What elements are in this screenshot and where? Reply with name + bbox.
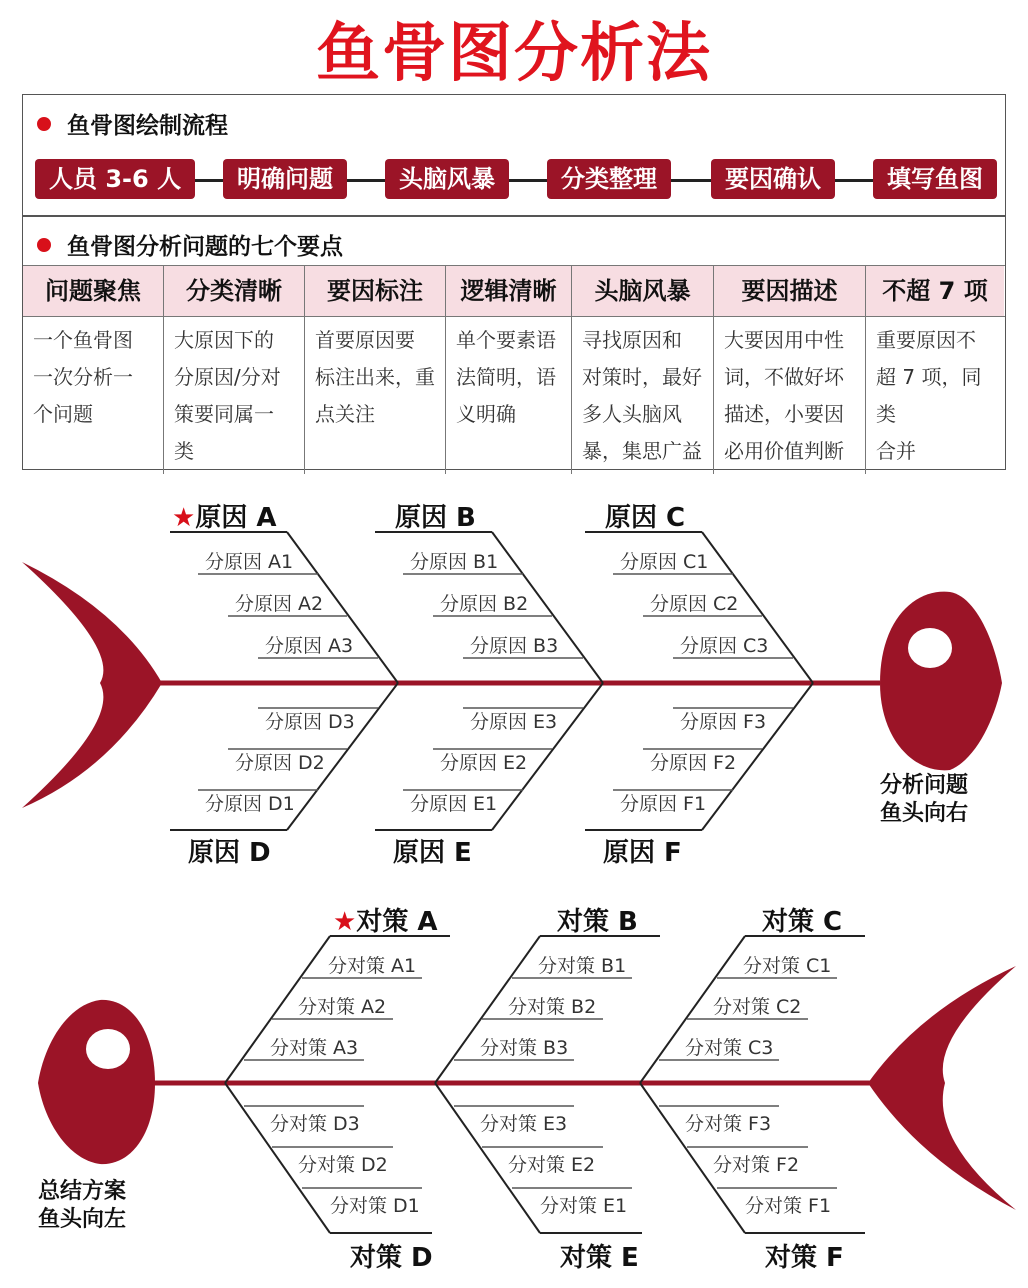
solution-label-f: 对策 F: [765, 1243, 844, 1273]
points-heading-text: 鱼骨图分析问题的七个要点: [67, 234, 343, 260]
sub-solution-label: 分对策 B2: [508, 996, 597, 1018]
process-step-6: 填写鱼图: [873, 159, 997, 199]
sub-solution-label: 分对策 A3: [270, 1037, 359, 1059]
points-body-cell: 寻找原因和 对策时，最好 多人头脑风 暴，集思广益: [572, 316, 714, 474]
fish-eye-icon: [908, 628, 952, 668]
sub-solution-label: 分对策 C2: [713, 996, 802, 1018]
sub-solution-label: 分对策 D2: [298, 1154, 388, 1176]
fish-eye-icon: [86, 1029, 130, 1069]
sub-solution-label: 分对策 A2: [298, 996, 387, 1018]
section-divider: [23, 215, 1005, 217]
sub-cause-label: 分原因 F3: [680, 711, 767, 733]
sub-cause-label: 分原因 F2: [650, 752, 737, 774]
bullet-dot-icon: [37, 117, 51, 131]
solution-label-a: ★对策 A: [333, 907, 438, 937]
fish-tail-icon: [22, 562, 162, 808]
sub-cause-label: 分原因 A3: [265, 635, 354, 657]
sub-cause-label: 分原因 C2: [650, 593, 739, 615]
sub-cause-label: 分原因 E3: [470, 711, 558, 733]
sub-solution-label: 分对策 E2: [508, 1154, 596, 1176]
fish-head-icon: [38, 1000, 155, 1164]
fish-tail-icon: [868, 966, 1016, 1210]
sub-solution-label: 分对策 F3: [685, 1113, 772, 1135]
cause-bone-b: [375, 503, 603, 683]
sub-cause-label: 分原因 D3: [265, 711, 355, 733]
solution-bone-d: [225, 1083, 433, 1273]
sub-cause-label: 分原因 D2: [235, 752, 325, 774]
cause-label-f: 原因 F: [603, 838, 682, 868]
solution-bone-b: [435, 906, 660, 1083]
process-step-1: 人员 3-6 人: [35, 159, 195, 199]
sub-cause-label: 分原因 C3: [680, 635, 769, 657]
solution-bone-f: [640, 1083, 865, 1273]
sub-cause-label: 分原因 A1: [205, 551, 294, 573]
sub-solution-label: 分对策 B1: [538, 955, 627, 977]
solution-fishbone-diagram: [0, 880, 1028, 1280]
points-header-cell: 不超 7 项: [866, 266, 1004, 316]
cause-fishbone-diagram: [0, 470, 1028, 870]
points-header-cell: 分类清晰: [164, 266, 305, 316]
solution-bone-a: [225, 906, 450, 1083]
points-body-cell: 一个鱼骨图 一次分析一 个问题: [23, 316, 164, 474]
sub-solution-label: 分对策 A1: [328, 955, 417, 977]
process-step-2: 明确问题: [223, 159, 347, 199]
points-heading: [37, 228, 343, 261]
process-step-5: 要因确认: [711, 159, 835, 199]
sub-solution-label: 分对策 C1: [743, 955, 832, 977]
process-heading: [37, 107, 228, 140]
sub-solution-label: 分对策 E1: [540, 1195, 628, 1217]
cause-label-d: 原因 D: [188, 838, 271, 868]
sub-solution-label: 分对策 E3: [480, 1113, 568, 1135]
sub-solution-label: 分对策 B3: [480, 1037, 569, 1059]
cause-bone-c: [585, 503, 813, 683]
cause-bone-d: [170, 683, 398, 868]
star-icon: ★: [333, 907, 357, 937]
fish-head-icon: [880, 592, 1002, 771]
head-note-line-2: 鱼头向右: [880, 801, 969, 826]
sub-cause-label: 分原因 F1: [620, 793, 707, 815]
sub-solution-label: 分对策 F1: [745, 1195, 832, 1217]
points-header-cell: 要因描述: [714, 266, 866, 316]
bullet-dot-icon: [37, 238, 51, 252]
process-heading-text: 鱼骨图绘制流程: [67, 113, 228, 139]
points-header-cell: 逻辑清晰: [446, 266, 572, 316]
sub-solution-label: 分对策 D3: [270, 1113, 360, 1135]
points-header-row: [23, 265, 1005, 317]
sub-solution-label: 分对策 F2: [713, 1154, 800, 1176]
solution-bone-e: [435, 1083, 642, 1273]
points-body-cell: 单个要素语 法简明，语 义明确: [446, 316, 572, 474]
info-box: [22, 94, 1006, 470]
star-icon: ★: [172, 503, 196, 533]
head-note-line-1: 总结方案: [38, 1179, 127, 1204]
sub-solution-label: 分对策 D1: [330, 1195, 420, 1217]
head-note-line-1: 分析问题: [880, 773, 969, 798]
cause-bone-e: [375, 683, 603, 868]
head-note-line-2: 鱼头向左: [38, 1207, 127, 1232]
solution-label-d: 对策 D: [350, 1243, 433, 1273]
sub-cause-label: 分原因 E2: [440, 752, 528, 774]
process-step-3: 头脑风暴: [385, 159, 509, 199]
points-header-cell: 问题聚焦: [23, 266, 164, 316]
points-body-cell: 重要原因不 超 7 项，同类 合并: [876, 328, 982, 463]
sub-solution-label: 分对策 C3: [685, 1037, 774, 1059]
sub-cause-label: 分原因 A2: [235, 593, 324, 615]
sub-cause-label: 分原因 D1: [205, 793, 295, 815]
solution-label-b: 对策 B: [557, 907, 638, 937]
points-body-cell: 首要原因要 标注出来，重 点关注: [305, 316, 446, 474]
sub-cause-label: 分原因 E1: [410, 793, 498, 815]
solution-label-e: 对策 E: [560, 1243, 639, 1273]
process-step-4: 分类整理: [547, 159, 671, 199]
cause-label-e: 原因 E: [393, 838, 472, 868]
cause-label-c: 原因 C: [605, 503, 686, 533]
points-body-cell: 大原因下的 分原因/分对 策要同属一 类: [164, 316, 305, 474]
points-header-cell: 头脑风暴: [572, 266, 714, 316]
cause-label-b: 原因 B: [395, 503, 476, 533]
points-body-row: [23, 316, 1005, 474]
cause-bone-a: [170, 503, 398, 683]
page-title: 鱼骨图分析法: [316, 17, 712, 91]
solution-bone-c: [640, 906, 865, 1083]
sub-cause-label: 分原因 B2: [440, 593, 529, 615]
cause-bone-f: [585, 683, 813, 868]
solution-label-c: 对策 C: [762, 907, 843, 937]
points-header-cell: 要因标注: [305, 266, 446, 316]
points-body-cell: 大要因用中性 词，不做好坏 描述，小要因 必用价值判断: [714, 316, 866, 474]
sub-cause-label: 分原因 B3: [470, 635, 559, 657]
sub-cause-label: 分原因 B1: [410, 551, 499, 573]
sub-cause-label: 分原因 C1: [620, 551, 709, 573]
cause-label-a: ★原因 A: [172, 503, 277, 533]
